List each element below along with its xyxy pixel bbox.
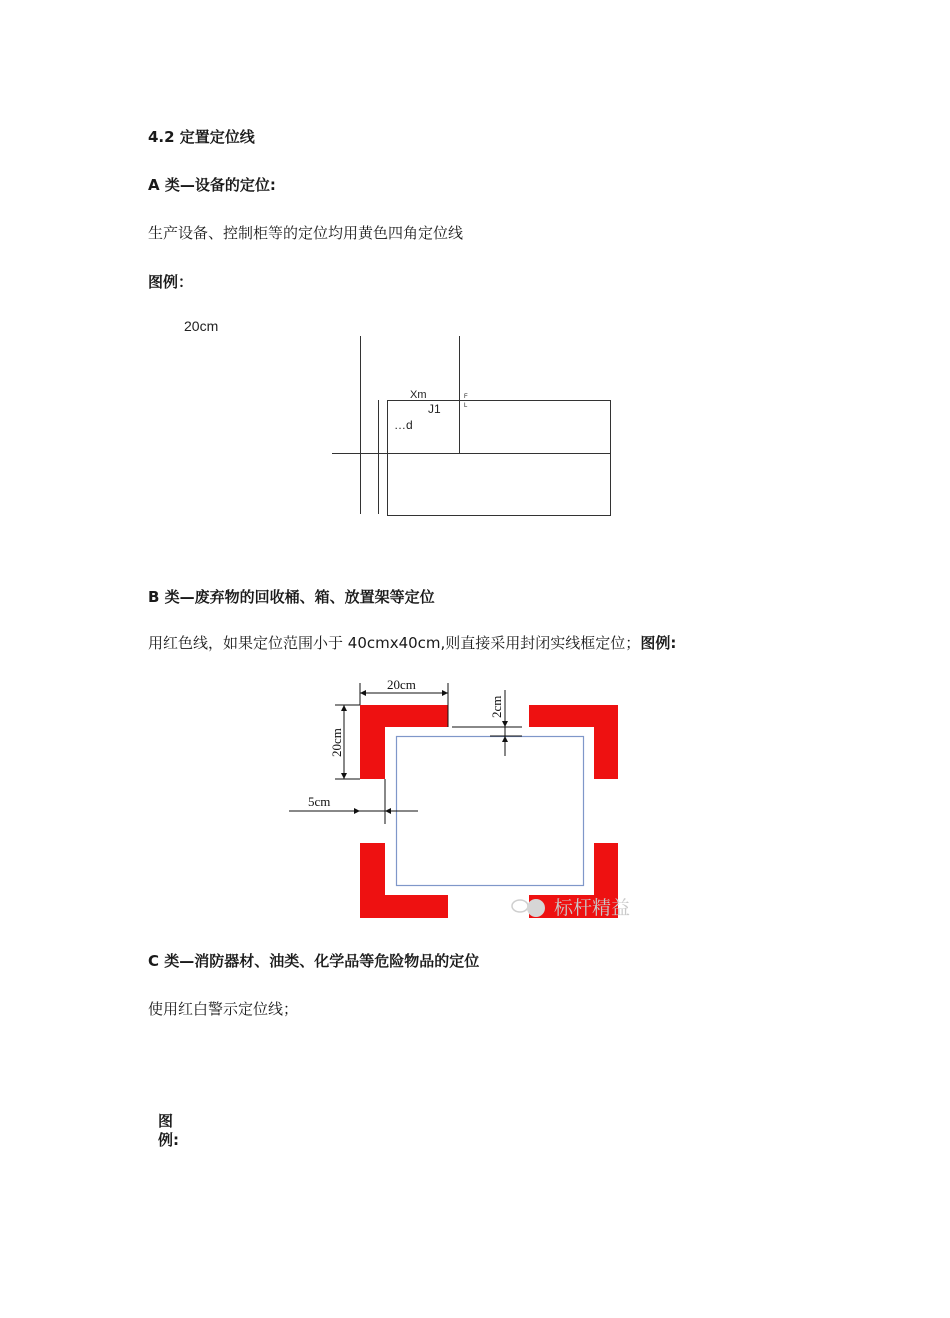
figure-a-label-l: L [464, 403, 468, 409]
corner-bottom-left [360, 843, 448, 918]
class-b-legend-inline: 图例: [640, 634, 677, 652]
figure-a-label-xm: Xm [410, 389, 427, 401]
watermark-text: 标杆精益 [554, 897, 631, 919]
class-a-heading: A 类—设备的定位: [148, 176, 276, 194]
class-c-legend-line1: 图 [158, 1112, 174, 1130]
dim-gap-label: 2cm [489, 695, 504, 718]
class-b-body: 用红色线，如果定位范围小于 40cmx40cm,则直接采用封闭实线框定位； [148, 634, 641, 652]
figure-a-dim-label: 20cm [184, 318, 219, 334]
figure-a-label-j1: J1 [428, 402, 441, 416]
class-a-legend-label: 图例： [148, 273, 194, 291]
figure-a-label-f: F [464, 394, 468, 400]
class-c-description: 使用红白警示定位线； [148, 1000, 299, 1018]
corner-top-right [529, 705, 618, 779]
figure-a-label-d: …d [394, 418, 413, 432]
class-a-description: 生产设备、控制柜等的定位均用黄色四角定位线 [148, 224, 464, 242]
dim-gap [452, 690, 522, 756]
dim-height [329, 705, 360, 779]
corner-top-left [360, 705, 448, 779]
dim-width-label: 20cm [387, 677, 416, 692]
class-b-heading: B 类—废弃物的回收桶、箱、放置架等定位 [148, 588, 435, 606]
class-c-legend-line2: 例: [158, 1131, 179, 1149]
section-heading: 4.2 定置定位线 [148, 128, 255, 146]
dim-height-label: 20cm [329, 728, 344, 757]
dim-line [289, 779, 418, 824]
class-c-heading: C 类—消防器材、油类、化学品等危险物品的定位 [148, 952, 480, 970]
dim-line-label: 5cm [308, 794, 331, 809]
inner-frame [397, 737, 584, 886]
watermark-icon-2 [527, 899, 545, 917]
watermark-icon [512, 900, 528, 912]
